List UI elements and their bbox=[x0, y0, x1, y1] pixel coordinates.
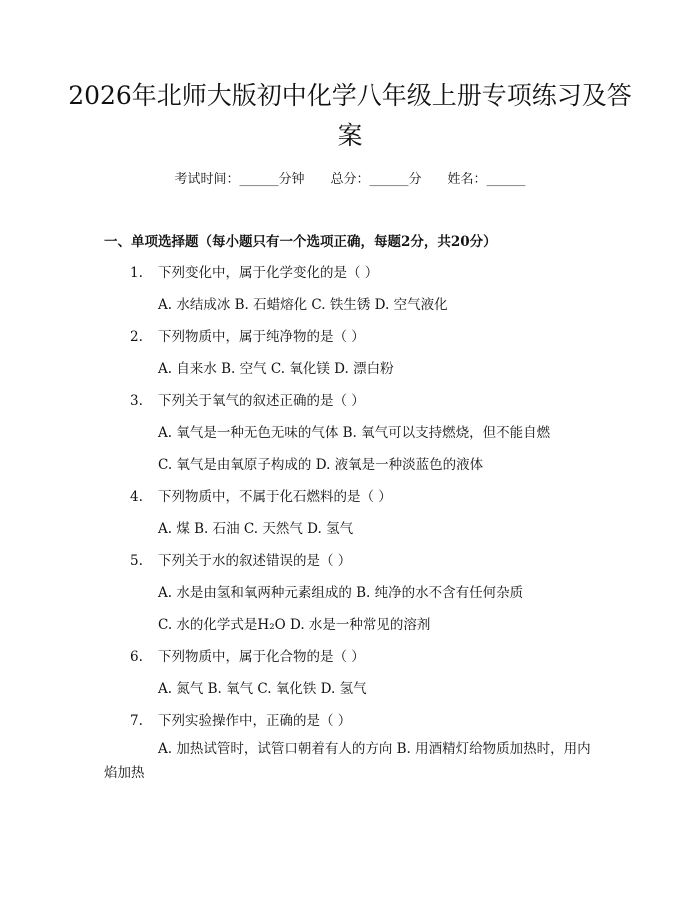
question-3 bbox=[130, 389, 365, 409]
question-4-options: A. 煤 B. 石油 C. 天然气 D. 氢气 bbox=[158, 521, 354, 537]
question-stem: 下列关于氧气的叙述正确的是（ ） bbox=[158, 393, 365, 409]
document-title: 2026年北师大版初中化学八年级上册专项练习及答案 bbox=[68, 81, 632, 150]
question-2-options: A. 自来水 B. 空气 C. 氧化镁 D. 漂白粉 bbox=[158, 361, 394, 377]
question-3-options-line-2: C. 氧气是由氧原子构成的 D. 液氧是一种淡蓝色的液体 bbox=[158, 457, 484, 473]
question-7-options: A. 加热试管时，试管口朝着有人的方向 B. 用酒精灯给物质加热时，用内焰加热 bbox=[104, 741, 591, 781]
question-stem: 下列关于水的叙述错误的是（ ） bbox=[158, 553, 352, 569]
question-7 bbox=[130, 709, 351, 729]
question-number: 7. bbox=[130, 713, 143, 729]
student-name: 姓名：______ bbox=[447, 172, 526, 187]
question-stem: 下列物质中，属于纯净物的是（ ） bbox=[158, 329, 365, 345]
question-3-options-line-1: A. 氧气是一种无色无味的气体 B. 氧气可以支持燃烧，但不能自燃 bbox=[158, 425, 551, 441]
question-number: 4. bbox=[130, 489, 143, 505]
exam-time: 考试时间：______分钟 bbox=[174, 172, 305, 187]
section-heading: 一、单项选择题（每小题只有一个选项正确，每题2分，共20分） bbox=[104, 234, 497, 250]
question-stem: 下列变化中，属于化学变化的是（ ） bbox=[158, 265, 379, 281]
question-number: 2. bbox=[130, 329, 143, 345]
question-5 bbox=[130, 549, 351, 569]
question-5-options-line-1: A. 水是由氢和氧两种元素组成的 B. 纯净的水不含有任何杂质 bbox=[158, 585, 524, 601]
question-stem: 下列物质中，属于化合物的是（ ） bbox=[158, 649, 365, 665]
question-1 bbox=[130, 261, 378, 281]
question-2 bbox=[130, 325, 365, 345]
question-stem: 下列实验操作中，正确的是（ ） bbox=[158, 713, 352, 729]
question-number: 1. bbox=[130, 265, 143, 281]
exam-meta bbox=[0, 168, 700, 187]
question-number: 5. bbox=[130, 553, 143, 569]
question-6 bbox=[130, 645, 365, 665]
question-1-options: A. 水结成冰 B. 石蜡熔化 C. 铁生锈 D. 空气液化 bbox=[158, 297, 448, 313]
question-stem: 下列物质中，不属于化石燃料的是（ ） bbox=[158, 489, 392, 505]
question-4 bbox=[130, 485, 392, 505]
total-score: 总分：______分 bbox=[330, 172, 422, 187]
question-5-options-line-2: C. 水的化学式是H₂O D. 水是一种常见的溶剂 bbox=[158, 617, 431, 633]
question-number: 6. bbox=[130, 649, 143, 665]
question-6-options: A. 氮气 B. 氧气 C. 氧化铁 D. 氢气 bbox=[158, 681, 367, 697]
question-number: 3. bbox=[130, 393, 143, 409]
